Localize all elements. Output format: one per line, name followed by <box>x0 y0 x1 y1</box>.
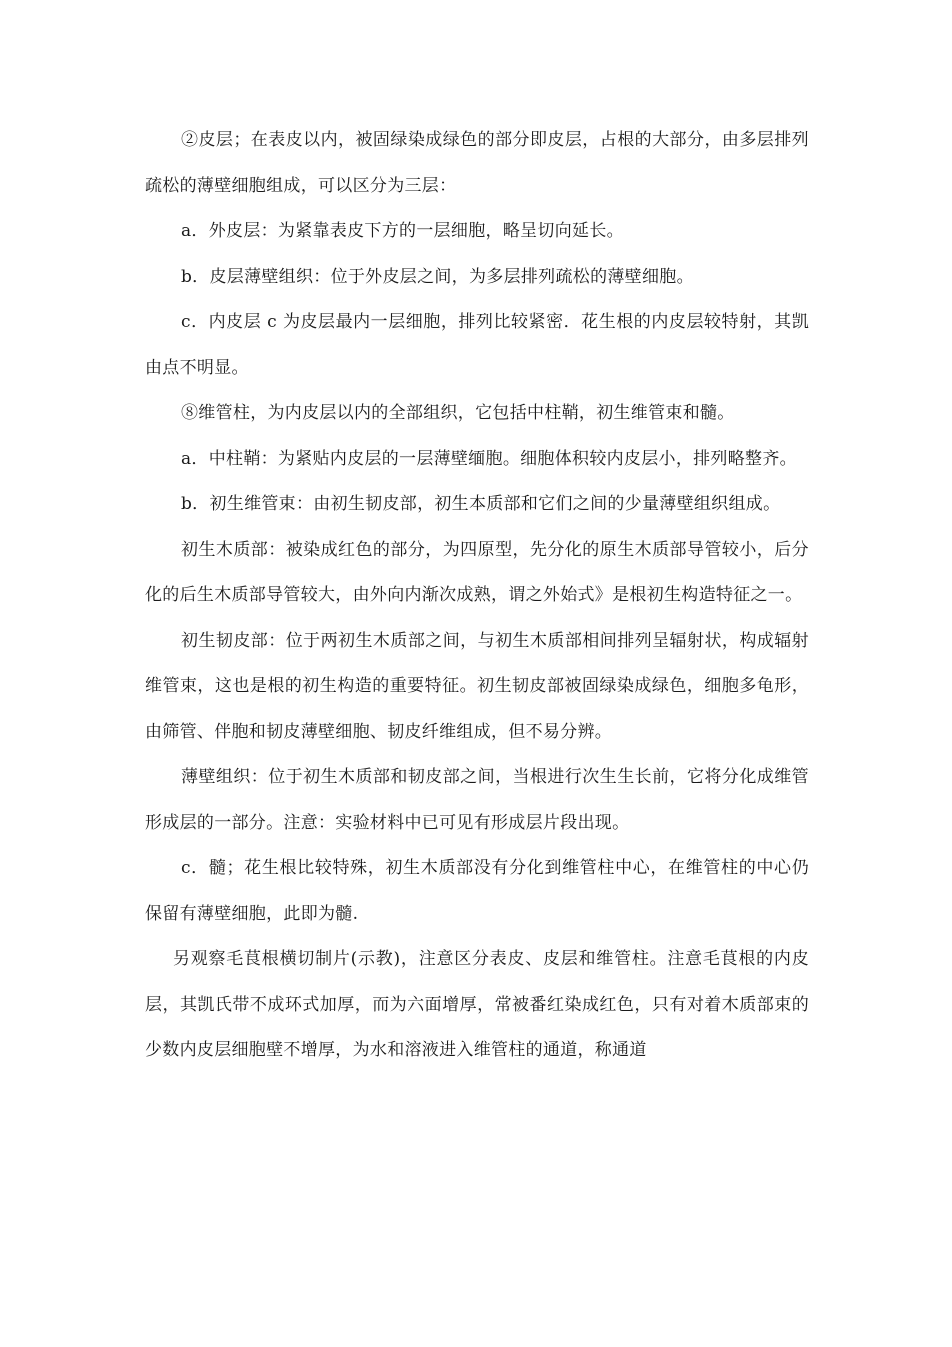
paragraph-endodermis: c．内皮层 c 为皮层最内一层细胞，排列比较紧密．花生根的内皮层较特射，其凯由点不明显。 <box>145 312 809 378</box>
paragraph-pith: c．髓；花生根比较特殊，初生木质部没有分化到维管柱中心，在维管柱的中心仍保留有薄壁细胞，此即为髓. <box>145 858 809 924</box>
document-body <box>145 118 809 1074</box>
paragraph-primary-xylem: 初生木质部：被染成红色的部分，为四原型，先分化的原生木质部导管较小，后分化的后生木质部导管较大，由外向内渐次成熟，谓之外始式》是根初生构造特征之一。 <box>145 539 809 605</box>
paragraph-exodermis: a．外皮层：为紧靠表皮下方的一层细胞，略呈切向延长。 <box>181 221 624 241</box>
paragraph-parenchyma: 薄壁组织：位于初生木质部和韧皮部之间，当根进行次生生长前，它将分化成维管形成层的一部分。注意：实验材料中已可见有形成层片段出现。 <box>145 767 809 833</box>
paragraph-primary-phloem: 初生韧皮部：位于两初生木质部之间，与初生木质部相间排列呈辐射状，构成辐射维管束，这也是根的初生构造的重要特征。初生韧皮部被固绿染成绿色，细胞多龟形，由筛管、伴胞和韧皮薄壁细胞、韧皮纤维组成，但不易分辨。 <box>145 630 809 742</box>
paragraph-cortex-parenchyma: b．皮层薄壁组织：位于外皮层之间，为多层排列疏松的薄壁细胞。 <box>181 266 694 287</box>
paragraph-primary-vascular-bundle: b．初生维管束：由初生韧皮部，初生本质部和它们之间的少量薄壁组织组成。 <box>181 494 781 514</box>
paragraph-cortex: ②皮层；在表皮以内，被固绿染成绿色的部分即皮层，占根的大部分，由多层排列疏松的薄壁细胞组成，可以区分为三层： <box>145 130 809 196</box>
paragraph-pericycle: a．中柱鞘：为紧贴内皮层的一层薄壁缅胞。细胞体积较内皮层小，排列略整齐。 <box>181 448 797 469</box>
paragraph-ranunculus-root: 另观察毛茛根横切制片(示教)，注意区分表皮、皮层和维管柱。注意毛茛根的内皮层，其凯氏带不成环式加厚，而为六面增厚，常被番红染成红色，只有对着木质部束的少数内皮层细胞壁不增厚，为水和溶液进入维管柱的通道，称通道 <box>145 949 809 1060</box>
paragraph-stele: ⑧维管柱，为内皮层以内的全部组织，它包括中柱鞘，初生维管束和髓。 <box>181 403 735 423</box>
